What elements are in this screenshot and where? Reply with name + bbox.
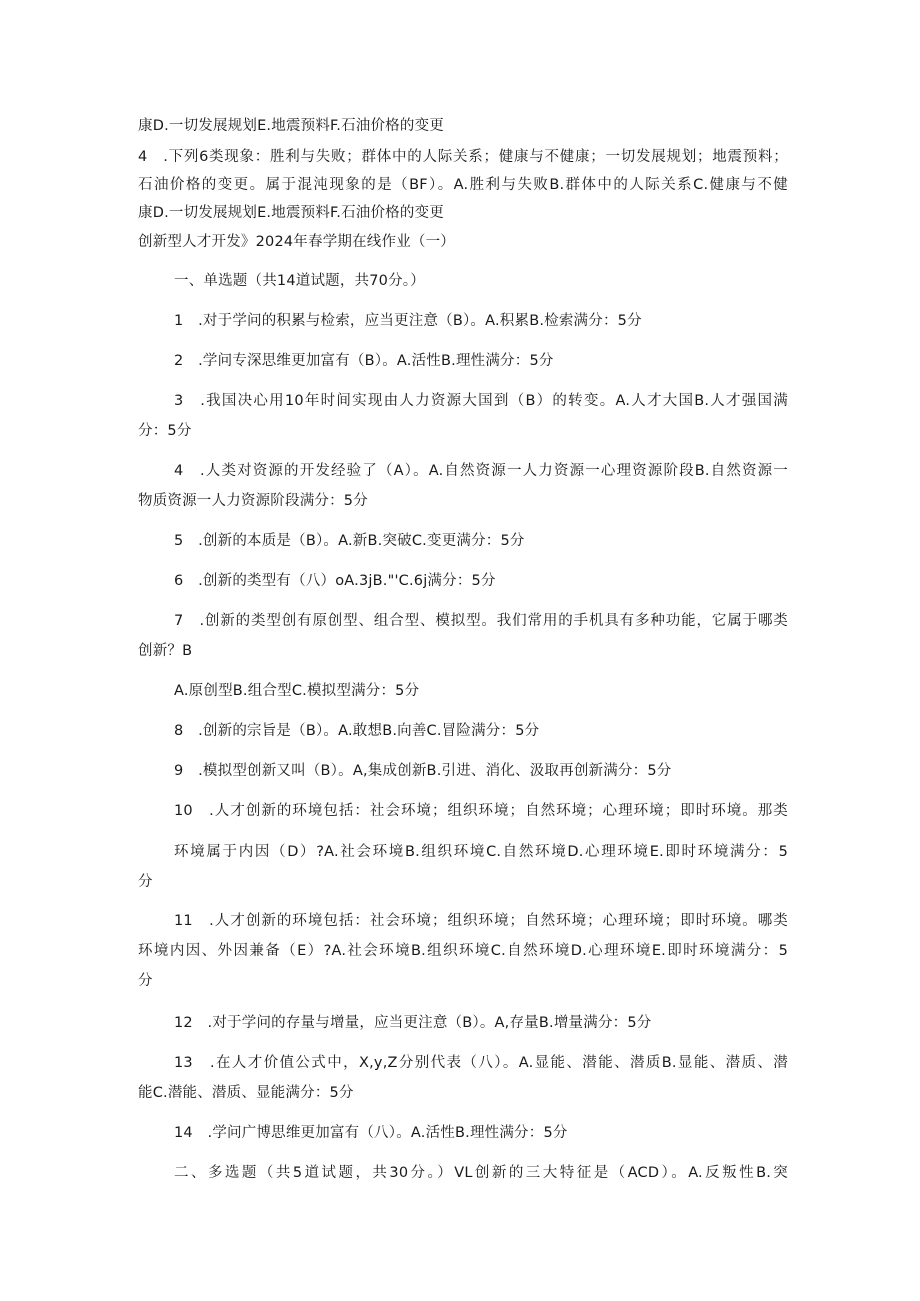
text-line: 康D.一切发展规划E.地震预料F.石油价格的变更 bbox=[138, 118, 444, 134]
question-line: 1 .对于学问的积累与检索，应当更注意（B）。A.积累B.检索满分：5分 bbox=[174, 313, 642, 329]
question-line: 分 bbox=[138, 973, 153, 989]
section-heading: 二、多选题（共5道试题，共30分。）VL创新的三大特征是（ACD）。A.反叛性B.突 bbox=[174, 1165, 788, 1181]
text-line: 康D.一切发展规划E.地震预料F.石油价格的变更 bbox=[138, 205, 444, 221]
question-line: 分：5分 bbox=[138, 423, 192, 439]
question-line: 9 .模拟型创新又叫（B）。A,集成创新B.引进、消化、汲取再创新满分：5分 bbox=[174, 763, 672, 779]
question-line: 14 .学问广博思维更加富有（八）。A.活性B.理性满分：5分 bbox=[174, 1125, 568, 1141]
question-line: 能C.潜能、潜质、显能满分：5分 bbox=[138, 1085, 354, 1101]
question-line: 创新？B bbox=[138, 643, 193, 659]
question-line: 分 bbox=[138, 874, 153, 890]
document-title: 创新型人才开发》2024年春学期在线作业（一） bbox=[138, 234, 455, 250]
question-line: 4 .人类对资源的开发经验了（A）。A.自然资源一人力资源一心理资源阶段B.自然资源一 bbox=[174, 463, 788, 479]
section-heading: 一、单选题（共14道试题，共70分。） bbox=[174, 273, 425, 289]
question-line: A.原创型B.组合型C.模拟型满分：5分 bbox=[174, 683, 420, 699]
text-line: 石油价格的变更。属于混沌现象的是（BF）。A.胜利与失败B.群体中的人际关系C.健康与不健 bbox=[138, 177, 788, 193]
question-line: 环境内因、外因兼备（E）?A.社会环境B.组织环境C.自然环境D.心理环境E.即时环境满分：5 bbox=[138, 943, 788, 959]
question-line: 8 .创新的宗旨是（B）。A.敢想B.向善C.冒险满分：5分 bbox=[174, 723, 540, 739]
question-line: 2 .学问专深思维更加富有（B）。A.活性B.理性满分：5分 bbox=[174, 353, 554, 369]
question-line: 3 .我国决心用10年时间实现由人力资源大国到（B）的转变。A.人才大国B.人才强国满 bbox=[174, 393, 788, 409]
question-line: 11 .人才创新的环境包括：社会环境；组织环境；自然环境；心理环境；即时环境。哪类 bbox=[174, 913, 788, 929]
question-line: 10 .人才创新的环境包括：社会环境；组织环境；自然环境；心理环境；即时环境。那类 bbox=[174, 803, 788, 819]
question-line: 5 .创新的本质是（B）。A.新B.突破C.变更满分：5分 bbox=[174, 533, 525, 549]
question-line: 7 .创新的类型创有原创型、组合型、模拟型。我们常用的手机具有多种功能，它属于哪类 bbox=[174, 613, 788, 629]
text-line: 4 .下列6类现象：胜利与失败；群体中的人际关系；健康与不健康；一切发展规划；地震预料； bbox=[138, 149, 788, 165]
question-line: 物质资源一人力资源阶段满分：5分 bbox=[138, 493, 368, 509]
question-line: 环境属于内因（D）?A.社会环境B.组织环境C.自然环境D.心理环境E.即时环境满分：5 bbox=[174, 844, 788, 860]
question-line: 12 .对于学问的存量与增量，应当更注意（B）。A,存量B.增量满分：5分 bbox=[174, 1015, 652, 1031]
question-line: 13 .在人才价值公式中，X,y,Z分别代表（八）。A.显能、潜能、潜质B.显能、潜质、潜 bbox=[174, 1055, 788, 1071]
question-line: 6 .创新的类型有（八）oA.3jB."'C.6j满分：5分 bbox=[174, 573, 496, 589]
